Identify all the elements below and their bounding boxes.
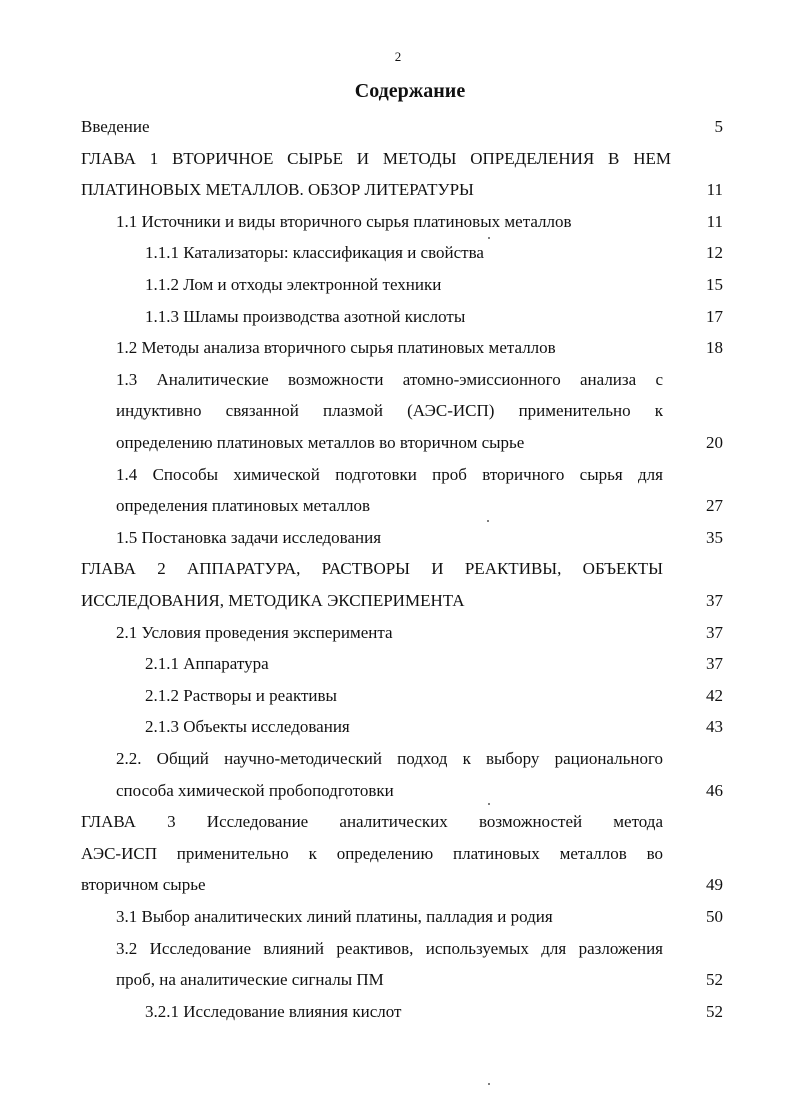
toc-row (0, 336, 796, 360)
scan-speck (488, 803, 490, 805)
toc-entry-text: индуктивно связанной плазмой (АЭС-ИСП) применительно к (116, 401, 663, 421)
toc-entry-text: 1.5 Постановка задачи исследования (116, 527, 382, 547)
toc-row (0, 937, 796, 961)
toc-entry-text: ПЛАТИНОВЫХ МЕТАЛЛОВ. ОБЗОР ЛИТЕРАТУРЫ (81, 180, 474, 200)
toc-entry-text: 1.1.1 Катализаторы: классификация и свойства (145, 243, 484, 263)
toc-row (0, 1000, 796, 1024)
scan-speck (488, 1083, 490, 1085)
toc-entry-text: 1.1 Источники и виды вторичного сырья платиновых металлов (116, 211, 572, 231)
toc-row (0, 747, 796, 771)
toc-entry-text: АЭС-ИСП применительно к определению платиновых металлов во (81, 843, 663, 863)
toc-entry-text: 2.2. Общий научно-методический подход к выбору рационального (116, 749, 663, 768)
toc-row (0, 431, 796, 455)
toc-entry-text: 2.1.2 Растворы и реактивы (145, 685, 337, 705)
toc-row (0, 210, 796, 234)
toc-entry-text: 3.1 Выбор аналитических линий платины, палладия и родия (116, 907, 553, 926)
toc-row (0, 684, 796, 708)
toc-row (0, 494, 796, 518)
toc-entry-text: способа химической пробоподготовки (116, 780, 394, 800)
toc-page-number: 37 (706, 591, 723, 610)
toc-row (0, 463, 796, 487)
toc-page-number: 37 (706, 654, 723, 674)
toc-page-number: 52 (706, 970, 723, 990)
toc-page-number: 5 (714, 117, 723, 136)
toc-entry-text: 3.2 Исследование влияний реактивов, используемых для разложения (116, 938, 663, 958)
toc-row (0, 589, 796, 613)
toc-page-number: 50 (706, 907, 723, 926)
toc-row (0, 810, 796, 834)
toc-page-number: 17 (706, 306, 723, 326)
page-number: 2 (394, 49, 402, 64)
scan-speck (488, 237, 490, 239)
toc-row (0, 147, 796, 171)
toc-entry-text: ГЛАВА 3 Исследование аналитических возможностей метода (81, 812, 663, 832)
toc-entry-text: 1.1.2 Лом и отходы электронной техники (145, 275, 442, 294)
toc-entry-text: 2.1.1 Аппаратура (145, 654, 269, 674)
toc-page-number: 43 (706, 717, 723, 737)
toc-entry-text: 1.1.3 Шламы производства азотной кислоты (145, 306, 466, 326)
toc-row (0, 905, 796, 929)
toc-entry-text: проб, на аналитические сигналы ПМ (116, 970, 384, 990)
toc-page-number: 12 (706, 243, 723, 263)
page-title: Содержание (354, 80, 466, 102)
toc-page-number: 49 (706, 875, 723, 895)
toc-row (0, 779, 796, 803)
toc-page-number: 37 (706, 622, 723, 642)
toc-row (0, 115, 796, 139)
toc-entry-text: 3.2.1 Исследование влияния кислот (145, 1001, 402, 1021)
toc-row (0, 178, 796, 202)
toc-entry-text: вторичном сырье (81, 875, 206, 895)
toc-entry-text: ГЛАВА 1 ВТОРИЧНОЕ СЫРЬЕ И МЕТОДЫ ОПРЕДЕЛЕНИЯ В НЕМ (81, 148, 671, 168)
toc-page-number: 20 (706, 433, 723, 452)
toc-page-number: 42 (706, 685, 723, 705)
toc-row (0, 557, 796, 581)
toc-row (0, 621, 796, 645)
toc-page-number: 35 (706, 527, 723, 547)
toc-entry-text: Введение (81, 117, 150, 136)
toc-row (0, 526, 796, 550)
toc-row (0, 652, 796, 676)
toc-page-number: 46 (706, 780, 723, 800)
toc-page-number: 27 (706, 496, 723, 516)
toc-row (0, 873, 796, 897)
toc-entry-text: ИССЛЕДОВАНИЯ, МЕТОДИКА ЭКСПЕРИМЕНТА (81, 591, 465, 610)
toc-entry-text: 2.1 Условия проведения эксперимента (116, 622, 393, 642)
toc-row (0, 305, 796, 329)
scan-speck (487, 520, 489, 522)
toc-row (0, 368, 796, 392)
toc-row (0, 399, 796, 423)
toc-row (0, 241, 796, 265)
toc-entry-text: 1.2 Методы анализа вторичного сырья платиновых металлов (116, 338, 556, 358)
toc-page-number: 15 (706, 275, 723, 294)
toc-page-number: 11 (706, 211, 723, 231)
toc-entry-text: 2.1.3 Объекты исследования (145, 717, 350, 737)
toc-entry-text: определению платиновых металлов во вторичном сырье (116, 433, 525, 452)
toc-entry-text: ГЛАВА 2 АППАРАТУРА, РАСТВОРЫ И РЕАКТИВЫ, ОБЪЕКТЫ (81, 559, 663, 579)
toc-entry-text: 1.4 Способы химической подготовки проб вторичного сырья для (116, 464, 663, 484)
toc-row (0, 968, 796, 992)
toc-row (0, 842, 796, 866)
toc-row (0, 715, 796, 739)
toc-page-number: 18 (706, 338, 723, 358)
toc-page-number: 52 (706, 1001, 723, 1021)
toc-page-number: 11 (706, 180, 723, 200)
toc-entry-text: определения платиновых металлов (116, 496, 371, 516)
toc-entry-text: 1.3 Аналитические возможности атомно-эмиссионного анализа с (116, 369, 663, 389)
toc-row (0, 273, 796, 297)
